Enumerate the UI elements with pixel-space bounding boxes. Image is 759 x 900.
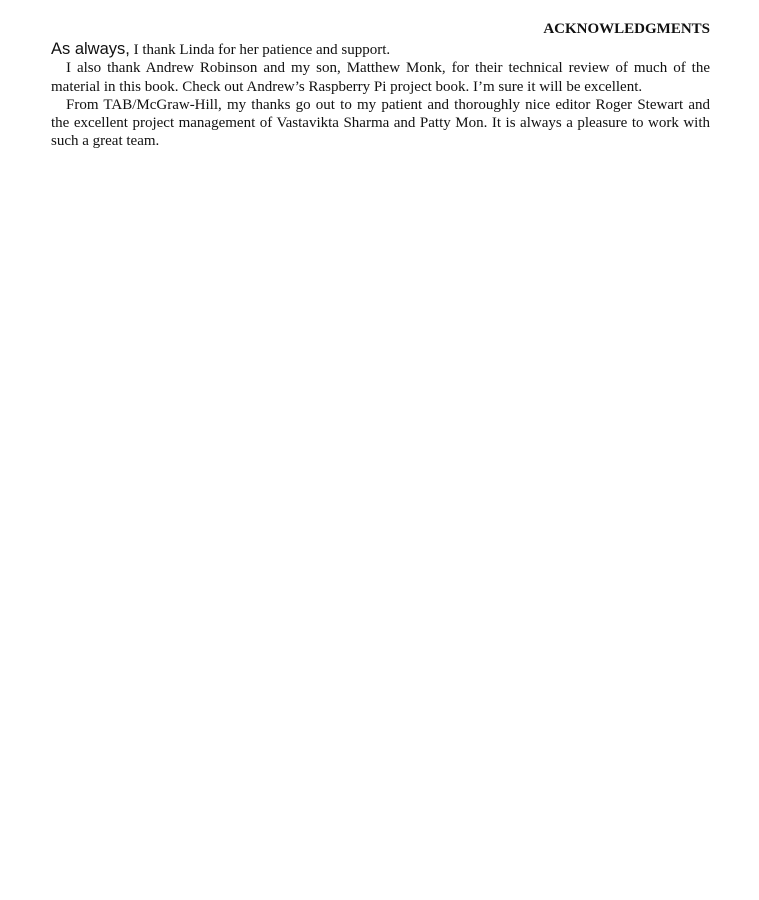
paragraph-2: I also thank Andrew Robinson and my son, Matthew Monk, for their technical review of much of the material in this book. Check out Andrew’s Raspberry Pi project book. I’m sure it will be excellent.: [51, 60, 710, 95]
section-heading: ACKNOWLEDGMENTS: [543, 21, 710, 37]
paragraph-1: [51, 40, 710, 59]
paragraph-1-lead-in: As always,: [51, 40, 130, 58]
acknowledgments-page: [51, 20, 710, 151]
paragraph-1-text: I thank Linda for her patience and support.: [129, 42, 391, 58]
paragraph-3: From TAB/McGraw-Hill, my thanks go out to my patient and thoroughly nice editor Roger Stewart and the excellent project management of Vastavikta Sharma and Patty Mon. It is always a pleasure to work with such a great team.: [51, 96, 710, 150]
